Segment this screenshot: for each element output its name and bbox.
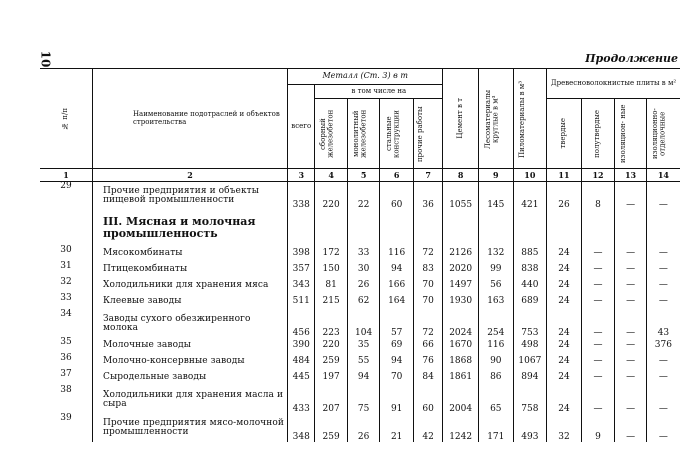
cell-value: 259 bbox=[315, 414, 348, 442]
section-spacer bbox=[547, 210, 582, 246]
cell-value: — bbox=[615, 246, 646, 262]
cell-value: 215 bbox=[315, 294, 348, 310]
cell-value: — bbox=[615, 386, 646, 414]
section-row bbox=[40, 210, 680, 246]
cell-value: 104 bbox=[347, 310, 380, 338]
cell-value: 390 bbox=[288, 338, 315, 354]
cell-value: 145 bbox=[478, 182, 513, 211]
cell-value: — bbox=[646, 246, 680, 262]
cell-value: 498 bbox=[513, 338, 547, 354]
cell-value: 1930 bbox=[443, 294, 479, 310]
col-number: 13 bbox=[615, 169, 646, 182]
header-name: Наименование подотраслей и объектов строительства bbox=[92, 69, 287, 169]
cell-value: 24 bbox=[547, 354, 582, 370]
row-number: 35 bbox=[60, 337, 72, 347]
row-name: Прочие предприятия и объекты пищевой промышленности bbox=[92, 182, 287, 211]
cell-value: 60 bbox=[413, 386, 442, 414]
cell-value: — bbox=[615, 414, 646, 442]
table-row bbox=[40, 386, 680, 414]
col-number: 3 bbox=[288, 169, 315, 182]
cell-value: 66 bbox=[413, 338, 442, 354]
cell-value: 32 bbox=[547, 414, 582, 442]
cell-value: 8 bbox=[581, 182, 615, 211]
column-numbers-row bbox=[40, 169, 680, 182]
row-number: 30 bbox=[60, 245, 72, 255]
col-number: 1 bbox=[63, 169, 69, 180]
row-name: Холодильники для хранения мяса bbox=[92, 278, 287, 294]
col-number: 4 bbox=[315, 169, 348, 182]
cell-value: 254 bbox=[478, 310, 513, 338]
cell-value: — bbox=[615, 354, 646, 370]
table-row bbox=[40, 310, 680, 338]
cell-value: — bbox=[646, 414, 680, 442]
cell-value: 65 bbox=[478, 386, 513, 414]
cell-value: 55 bbox=[347, 354, 380, 370]
cell-value: 21 bbox=[380, 414, 414, 442]
cell-value: 1055 bbox=[443, 182, 479, 211]
cell-value: 343 bbox=[288, 278, 315, 294]
cell-value: 758 bbox=[513, 386, 547, 414]
table-row bbox=[40, 246, 680, 262]
header-metal-total: всего bbox=[288, 85, 315, 169]
col-number: 6 bbox=[380, 169, 414, 182]
cell-value: 421 bbox=[513, 182, 547, 211]
cell-value: — bbox=[615, 338, 646, 354]
cell-value: 2020 bbox=[443, 262, 479, 278]
cell-value: — bbox=[646, 386, 680, 414]
row-name: Птицекомбинаты bbox=[92, 262, 287, 278]
cell-value: 72 bbox=[413, 246, 442, 262]
cell-value: 1670 bbox=[443, 338, 479, 354]
cell-value: 70 bbox=[380, 370, 414, 386]
cell-value: 116 bbox=[478, 338, 513, 354]
table-row bbox=[40, 278, 680, 294]
section-spacer bbox=[347, 210, 380, 246]
section-spacer bbox=[443, 210, 479, 246]
cell-value: 1861 bbox=[443, 370, 479, 386]
cell-value: — bbox=[581, 370, 615, 386]
materials-table bbox=[40, 68, 680, 442]
cell-value: 894 bbox=[513, 370, 547, 386]
cell-value: 90 bbox=[478, 354, 513, 370]
col-number: 2 bbox=[92, 169, 287, 182]
cell-value: 22 bbox=[347, 182, 380, 211]
cell-value: 86 bbox=[478, 370, 513, 386]
cell-value: 171 bbox=[478, 414, 513, 442]
row-name: Клеевые заводы bbox=[92, 294, 287, 310]
cell-value: — bbox=[615, 294, 646, 310]
cell-value: — bbox=[646, 370, 680, 386]
cell-value: — bbox=[581, 310, 615, 338]
cell-value: 24 bbox=[547, 370, 582, 386]
header-metal-sub-4: прочие работы bbox=[413, 99, 442, 169]
table-row bbox=[40, 414, 680, 442]
row-number: 38 bbox=[60, 385, 72, 395]
row-number: 31 bbox=[60, 261, 72, 271]
cell-value: 69 bbox=[380, 338, 414, 354]
cell-value: 26 bbox=[347, 414, 380, 442]
header-fibre-sub-2: полутвердые bbox=[581, 99, 615, 169]
cell-value: 398 bbox=[288, 246, 315, 262]
row-number: 37 bbox=[60, 369, 72, 379]
cell-value: 33 bbox=[347, 246, 380, 262]
cell-value: 376 bbox=[646, 338, 680, 354]
section-spacer bbox=[380, 210, 414, 246]
cell-value: — bbox=[615, 278, 646, 294]
section-spacer bbox=[615, 210, 646, 246]
table-row bbox=[40, 294, 680, 310]
row-number: 39 bbox=[60, 413, 72, 423]
cell-value: 220 bbox=[315, 182, 348, 211]
cell-value: 43 bbox=[646, 310, 680, 338]
cell-value: — bbox=[581, 262, 615, 278]
cell-value: — bbox=[581, 354, 615, 370]
cell-value: 150 bbox=[315, 262, 348, 278]
cell-value: 116 bbox=[380, 246, 414, 262]
cell-value: 1067 bbox=[513, 354, 547, 370]
cell-value: 36 bbox=[413, 182, 442, 211]
cell-value: 72 bbox=[413, 310, 442, 338]
cell-value: — bbox=[581, 294, 615, 310]
header-fibre: Древесноволокнистые плиты в м² bbox=[547, 69, 680, 99]
cell-value: 57 bbox=[380, 310, 414, 338]
cell-value: 1497 bbox=[443, 278, 479, 294]
header-fibre-sub-3: изоляцион- ные bbox=[615, 99, 646, 169]
cell-value: 440 bbox=[513, 278, 547, 294]
cell-value: 94 bbox=[380, 262, 414, 278]
row-name: Мясокомбинаты bbox=[92, 246, 287, 262]
cell-value: — bbox=[646, 278, 680, 294]
cell-value: 26 bbox=[347, 278, 380, 294]
cell-value: 24 bbox=[547, 386, 582, 414]
cell-value: 24 bbox=[547, 310, 582, 338]
header-timber: Лесоматериалы круглые в м³ bbox=[478, 69, 513, 169]
section-spacer bbox=[40, 210, 92, 246]
cell-value: 91 bbox=[380, 386, 414, 414]
cell-value: 484 bbox=[288, 354, 315, 370]
table-row bbox=[40, 182, 680, 211]
header-metal-sub-1: сборный железобетон bbox=[315, 99, 348, 169]
header-metal-sub-2: монолитный железобетон bbox=[347, 99, 380, 169]
cell-value: 197 bbox=[315, 370, 348, 386]
cell-value: 689 bbox=[513, 294, 547, 310]
cell-value: 511 bbox=[288, 294, 315, 310]
cell-value: 885 bbox=[513, 246, 547, 262]
cell-value: 30 bbox=[347, 262, 380, 278]
cell-value: 94 bbox=[380, 354, 414, 370]
cell-value: — bbox=[581, 246, 615, 262]
continuation-label: Продолжение bbox=[585, 52, 678, 65]
cell-value: 24 bbox=[547, 262, 582, 278]
header-metal-sub-3: стальные конструкции bbox=[380, 99, 414, 169]
cell-value: 220 bbox=[315, 338, 348, 354]
header-fibre-sub-4: изоляционно- отделочные bbox=[646, 99, 680, 169]
page-number: 10 bbox=[38, 50, 53, 68]
header-fibre-sub-1: твердые bbox=[547, 99, 582, 169]
row-number: 32 bbox=[60, 277, 72, 287]
cell-value: — bbox=[581, 386, 615, 414]
row-name: Заводы сухого обезжиренного молока bbox=[92, 310, 287, 338]
row-number: 36 bbox=[60, 353, 72, 363]
cell-value: 81 bbox=[315, 278, 348, 294]
table-row bbox=[40, 354, 680, 370]
row-number: 33 bbox=[60, 293, 72, 303]
table-row bbox=[40, 370, 680, 386]
row-name: Прочие предприятия мясо-молочной промышленности bbox=[92, 414, 287, 442]
cell-value: — bbox=[615, 310, 646, 338]
cell-value: — bbox=[615, 182, 646, 211]
section-spacer bbox=[478, 210, 513, 246]
section-spacer bbox=[413, 210, 442, 246]
col-number: 5 bbox=[347, 169, 380, 182]
section-title: III. Мясная и молочная промышленность bbox=[92, 210, 287, 246]
section-spacer bbox=[315, 210, 348, 246]
section-spacer bbox=[581, 210, 615, 246]
cell-value: 2004 bbox=[443, 386, 479, 414]
cell-value: — bbox=[646, 262, 680, 278]
cell-value: 838 bbox=[513, 262, 547, 278]
section-spacer bbox=[288, 210, 315, 246]
cell-value: 493 bbox=[513, 414, 547, 442]
cell-value: 42 bbox=[413, 414, 442, 442]
cell-value: 26 bbox=[547, 182, 582, 211]
cell-value: — bbox=[646, 182, 680, 211]
row-name: Холодильники для хранения масла и сыра bbox=[92, 386, 287, 414]
cell-value: 62 bbox=[347, 294, 380, 310]
col-number: 7 bbox=[413, 169, 442, 182]
cell-value: 99 bbox=[478, 262, 513, 278]
header-metal-incl: в том числе на bbox=[315, 85, 443, 99]
col-number: 14 bbox=[646, 169, 680, 182]
cell-value: 207 bbox=[315, 386, 348, 414]
cell-value: 75 bbox=[347, 386, 380, 414]
table-row bbox=[40, 262, 680, 278]
cell-value: — bbox=[581, 338, 615, 354]
row-name: Сыродельные заводы bbox=[92, 370, 287, 386]
cell-value: 357 bbox=[288, 262, 315, 278]
section-spacer bbox=[646, 210, 680, 246]
cell-value: 2126 bbox=[443, 246, 479, 262]
cell-value: 70 bbox=[413, 294, 442, 310]
cell-value: 753 bbox=[513, 310, 547, 338]
cell-value: 166 bbox=[380, 278, 414, 294]
cell-value: 456 bbox=[288, 310, 315, 338]
cell-value: 1868 bbox=[443, 354, 479, 370]
cell-value: 94 bbox=[347, 370, 380, 386]
header-no: № п/п bbox=[40, 69, 92, 169]
cell-value: 172 bbox=[315, 246, 348, 262]
cell-value: 348 bbox=[288, 414, 315, 442]
cell-value: — bbox=[615, 370, 646, 386]
row-number: 29 bbox=[60, 181, 72, 191]
table-row bbox=[40, 338, 680, 354]
header-sawn: Пиломатериалы в м³ bbox=[513, 69, 547, 169]
cell-value: 56 bbox=[478, 278, 513, 294]
cell-value: 163 bbox=[478, 294, 513, 310]
header-metal: Металл (Ст. 3) в т bbox=[288, 69, 443, 85]
cell-value: 84 bbox=[413, 370, 442, 386]
col-number: 8 bbox=[443, 169, 479, 182]
section-spacer bbox=[513, 210, 547, 246]
row-number: 34 bbox=[60, 309, 72, 319]
cell-value: 24 bbox=[547, 294, 582, 310]
cell-value: 70 bbox=[413, 278, 442, 294]
cell-value: 9 bbox=[581, 414, 615, 442]
cell-value: 24 bbox=[547, 246, 582, 262]
cell-value: 338 bbox=[288, 182, 315, 211]
cell-value: 132 bbox=[478, 246, 513, 262]
cell-value: 35 bbox=[347, 338, 380, 354]
row-name: Молочные заводы bbox=[92, 338, 287, 354]
col-number: 12 bbox=[581, 169, 615, 182]
cell-value: 24 bbox=[547, 278, 582, 294]
cell-value: — bbox=[646, 354, 680, 370]
cell-value: 1242 bbox=[443, 414, 479, 442]
cell-value: 259 bbox=[315, 354, 348, 370]
col-number: 11 bbox=[547, 169, 582, 182]
cell-value: 433 bbox=[288, 386, 315, 414]
cell-value: 24 bbox=[547, 338, 582, 354]
cell-value: 223 bbox=[315, 310, 348, 338]
cell-value: — bbox=[581, 278, 615, 294]
cell-value: 164 bbox=[380, 294, 414, 310]
cell-value: 76 bbox=[413, 354, 442, 370]
row-name: Молочно-консервные заводы bbox=[92, 354, 287, 370]
cell-value: — bbox=[646, 294, 680, 310]
cell-value: — bbox=[615, 262, 646, 278]
col-number: 10 bbox=[513, 169, 547, 182]
cell-value: 83 bbox=[413, 262, 442, 278]
cell-value: 60 bbox=[380, 182, 414, 211]
cell-value: 445 bbox=[288, 370, 315, 386]
cell-value: 2024 bbox=[443, 310, 479, 338]
col-number: 9 bbox=[478, 169, 513, 182]
header-cement: Цемент в т bbox=[443, 69, 479, 169]
